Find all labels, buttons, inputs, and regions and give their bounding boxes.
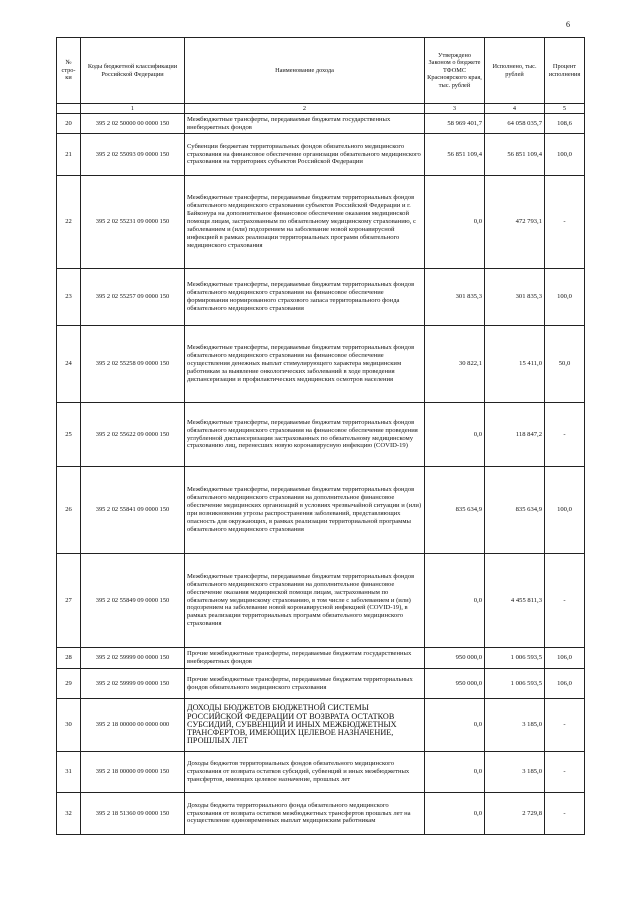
row-number: 26 xyxy=(57,467,81,554)
approved-amount: 950 000,0 xyxy=(425,669,485,699)
header-budget-code: Коды бюджетной классификации Российской Федерации xyxy=(81,38,185,104)
row-number: 28 xyxy=(57,648,81,669)
approved-amount: 0,0 xyxy=(425,699,485,752)
index-cell: 5 xyxy=(545,104,585,114)
budget-code: 395 2 02 59999 00 0000 150 xyxy=(81,648,185,669)
executed-amount: 3 185,0 xyxy=(485,699,545,752)
row-number: 30 xyxy=(57,699,81,752)
header-row xyxy=(57,38,585,104)
executed-amount: 118 847,2 xyxy=(485,403,545,467)
executed-amount: 4 455 811,3 xyxy=(485,554,545,648)
execution-percent: - xyxy=(545,176,585,269)
table-row xyxy=(57,114,585,134)
page-number: 6 xyxy=(566,20,570,29)
table-row xyxy=(57,134,585,176)
index-cell: 3 xyxy=(425,104,485,114)
revenue-name: Межбюджетные трансферты, передаваемые бюджетам территориальных фондов обязательного медицинского страхования на дополнительное финансовое обеспечение медицинских организаций в условиях чрезвычайной ситуации и (или) при возникновении угрозы распространения заболеваний, представляющих опасность для окружающих, в рамках реализации территориальной программы обязательного медицинского страхования xyxy=(185,467,425,554)
budget-code: 395 2 02 55622 09 0000 150 xyxy=(81,403,185,467)
row-number: 22 xyxy=(57,176,81,269)
revenue-name: Прочие межбюджетные трансферты, передаваемые бюджетам территориальных фондов обязательного медицинского страхования xyxy=(185,669,425,699)
revenue-name: Межбюджетные трансферты, передаваемые бюджетам территориальных фондов обязательного медицинского страхования на финансовое обеспечение формирования нормированного страхового запаса территориального фонда обязательного медицинского страхования xyxy=(185,269,425,326)
revenue-name: Межбюджетные трансферты, передаваемые бюджетам государственных внебюджетных фондов xyxy=(185,114,425,134)
table-row xyxy=(57,793,585,835)
row-number: 31 xyxy=(57,752,81,793)
header-percent: Процент исполнения xyxy=(545,38,585,104)
execution-percent: 106,0 xyxy=(545,648,585,669)
row-number: 25 xyxy=(57,403,81,467)
row-number: 27 xyxy=(57,554,81,648)
execution-percent: - xyxy=(545,554,585,648)
table-row xyxy=(57,176,585,269)
budget-code: 395 2 02 55841 09 0000 150 xyxy=(81,467,185,554)
executed-amount: 2 729,8 xyxy=(485,793,545,835)
approved-amount: 30 822,1 xyxy=(425,326,485,403)
executed-amount: 56 851 109,4 xyxy=(485,134,545,176)
table-row xyxy=(57,403,585,467)
table-row xyxy=(57,467,585,554)
table-row xyxy=(57,648,585,669)
approved-amount: 56 851 109,4 xyxy=(425,134,485,176)
budget-code: 395 2 02 55258 09 0000 150 xyxy=(81,326,185,403)
revenue-name: Прочие межбюджетные трансферты, передаваемые бюджетам государственных внебюджетных фондов xyxy=(185,648,425,669)
header-approved: Утверждено Законом о бюджете ТФОМС Красноярского края, тыс. рублей xyxy=(425,38,485,104)
executed-amount: 301 835,3 xyxy=(485,269,545,326)
revenue-name: Доходы бюджетов территориальных фондов обязательного медицинского страхования от возврата остатков субсидий, субвенций и иных межбюджетных трансфертов, имеющих целевое назначение, прошлых лет xyxy=(185,752,425,793)
table-row xyxy=(57,269,585,326)
revenue-name: Межбюджетные трансферты, передаваемые бюджетам территориальных фондов обязательного медицинского страхования на дополнительное финансовое обеспечение оказания медицинской помощи лицам, застрахованным по обязательному медицинскому страхованию, в том числе с заболеванием и (или) подозрением на заболевание новой коронавирусной инфекцией (COVID-19), в рамках реализации территориальных программ обязательного медицинского страхования xyxy=(185,554,425,648)
budget-code: 395 2 02 55257 09 0000 150 xyxy=(81,269,185,326)
row-number: 29 xyxy=(57,669,81,699)
budget-code: 395 2 18 00000 09 0000 150 xyxy=(81,752,185,793)
execution-percent: 50,0 xyxy=(545,326,585,403)
index-cell xyxy=(57,104,81,114)
execution-percent: 106,0 xyxy=(545,669,585,699)
revenue-table xyxy=(56,37,585,835)
execution-percent: - xyxy=(545,752,585,793)
table-row xyxy=(57,554,585,648)
budget-code: 395 2 18 51360 09 0000 150 xyxy=(81,793,185,835)
execution-percent: - xyxy=(545,699,585,752)
revenue-name: Субвенции бюджетам территориальных фондов обязательного медицинского страхования на финансовое обеспечение организации обязательного медицинского страхования на территориях субъектов Российской Федерации xyxy=(185,134,425,176)
table-row xyxy=(57,752,585,793)
approved-amount: 835 634,9 xyxy=(425,467,485,554)
header-executed: Исполнено, тыс. рублей xyxy=(485,38,545,104)
executed-amount: 15 411,0 xyxy=(485,326,545,403)
approved-amount: 58 969 401,7 xyxy=(425,114,485,134)
index-cell: 1 xyxy=(81,104,185,114)
revenue-name: Межбюджетные трансферты, передаваемые бюджетам территориальных фондов обязательного медицинского страхования на финансовое обеспечение осуществления денежных выплат стимулирующего характера медицинским работникам за выявление онкологических заболеваний в ходе проведения диспансеризации и профилактических медицинских осмотров населения xyxy=(185,326,425,403)
revenue-name: ДОХОДЫ БЮДЖЕТОВ БЮДЖЕТНОЙ СИСТЕМЫ РОССИЙСКОЙ ФЕДЕРАЦИИ ОТ ВОЗВРАТА ОСТАТКОВ СУБСИДИЙ, СУБВЕНЦИЙ И ИНЫХ МЕЖБЮДЖЕТНЫХ ТРАНСФЕРТОВ, ИМЕЮЩИХ ЦЕЛЕВОЕ НАЗНАЧЕНИЕ, ПРОШЛЫХ ЛЕТ xyxy=(185,699,425,752)
budget-code: 395 2 18 00000 00 0000 000 xyxy=(81,699,185,752)
budget-code: 395 2 02 55093 09 0000 150 xyxy=(81,134,185,176)
approved-amount: 0,0 xyxy=(425,403,485,467)
row-number: 24 xyxy=(57,326,81,403)
budget-code: 395 2 02 59999 09 0000 150 xyxy=(81,669,185,699)
revenue-name: Межбюджетные трансферты, передаваемые бюджетам территориальных фондов обязательного медицинского страхования на финансовое обеспечение проведения углубленной диспансеризации застрахованных по обязательному медицинскому страхованию лиц, перенесших новую коронавирусную инфекцию (COVID-19) xyxy=(185,403,425,467)
executed-amount: 64 058 035,7 xyxy=(485,114,545,134)
index-cell: 4 xyxy=(485,104,545,114)
revenue-name: Доходы бюджета территориального фонда обязательного медицинского страхования от возврата остатков межбюджетных трансфертов прошлых лет на осуществление единовременных выплат медицинским работникам xyxy=(185,793,425,835)
execution-percent: 108,6 xyxy=(545,114,585,134)
approved-amount: 0,0 xyxy=(425,176,485,269)
executed-amount: 835 634,9 xyxy=(485,467,545,554)
row-number: 21 xyxy=(57,134,81,176)
table-row xyxy=(57,699,585,752)
revenue-name: Межбюджетные трансферты, передаваемые бюджетам территориальных фондов обязательного медицинского страхования субъектов Российской Федерации и г. Байконура на дополнительное финансовое обеспечение оказания медицинской помощи лицам, застрахованным по обязательному медицинскому страхованию, с заболеванием и (или) подозрением на заболевание новой коронавирусной инфекцией в рамках реализации территориальных программ обязательного медицинского страхования xyxy=(185,176,425,269)
index-cell: 2 xyxy=(185,104,425,114)
row-number: 23 xyxy=(57,269,81,326)
executed-amount: 1 006 593,5 xyxy=(485,648,545,669)
approved-amount: 301 835,3 xyxy=(425,269,485,326)
execution-percent: - xyxy=(545,793,585,835)
table-row xyxy=(57,326,585,403)
row-number: 20 xyxy=(57,114,81,134)
approved-amount: 0,0 xyxy=(425,554,485,648)
approved-amount: 0,0 xyxy=(425,752,485,793)
execution-percent: - xyxy=(545,403,585,467)
executed-amount: 1 006 593,5 xyxy=(485,669,545,699)
header-row-number: № стро-ки xyxy=(57,38,81,104)
approved-amount: 0,0 xyxy=(425,793,485,835)
budget-code: 395 2 02 55231 09 0000 150 xyxy=(81,176,185,269)
executed-amount: 3 185,0 xyxy=(485,752,545,793)
execution-percent: 100,0 xyxy=(545,269,585,326)
executed-amount: 472 793,1 xyxy=(485,176,545,269)
budget-code: 395 2 02 55849 09 0000 150 xyxy=(81,554,185,648)
header-revenue-name: Наименование дохода xyxy=(185,38,425,104)
table-row xyxy=(57,669,585,699)
execution-percent: 100,0 xyxy=(545,467,585,554)
approved-amount: 950 000,0 xyxy=(425,648,485,669)
budget-code: 395 2 02 50000 00 0000 150 xyxy=(81,114,185,134)
row-number: 32 xyxy=(57,793,81,835)
execution-percent: 100,0 xyxy=(545,134,585,176)
column-index-row xyxy=(57,104,585,114)
